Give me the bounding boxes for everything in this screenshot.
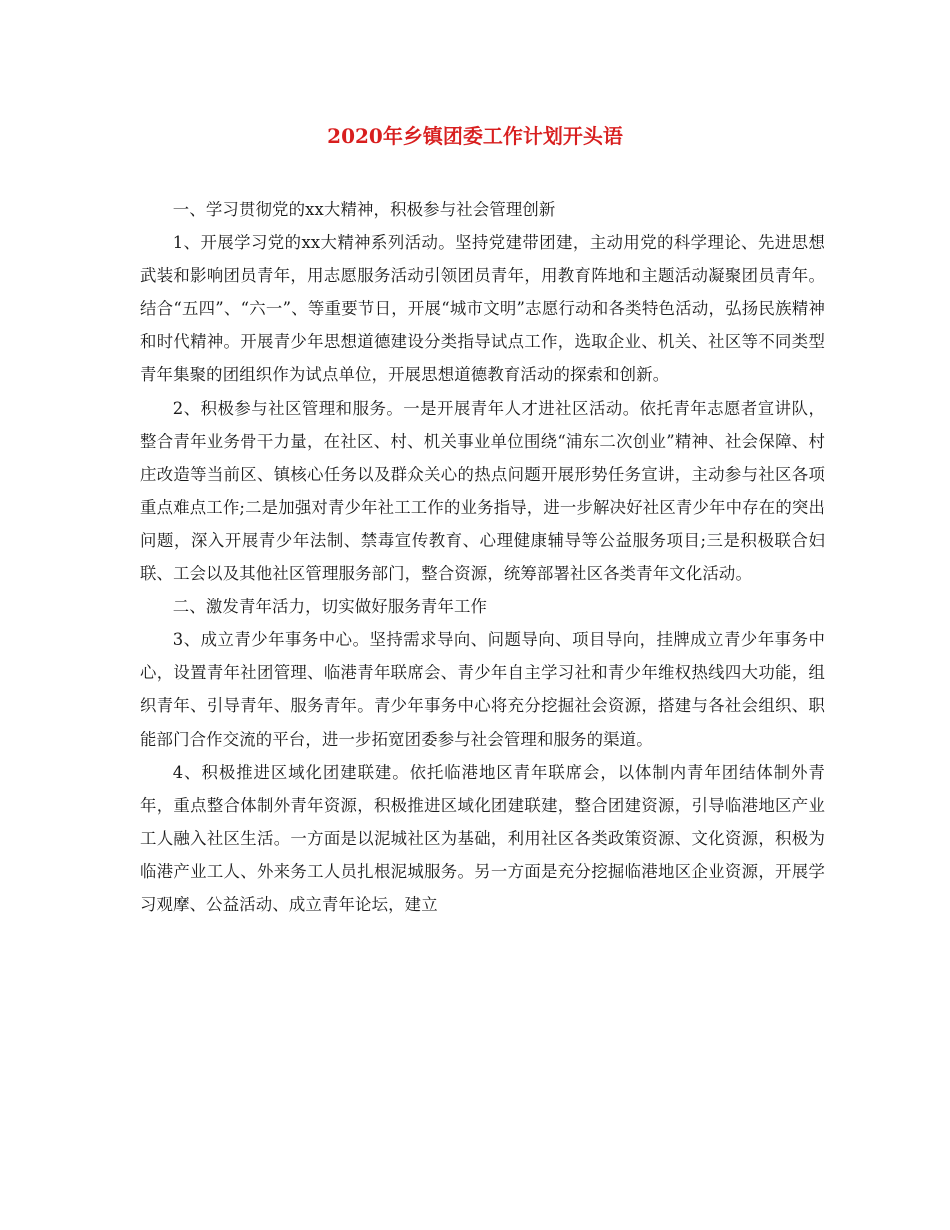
paragraph-2: 2、积极参与社区管理和服务。一是开展青年人才进社区活动。依托青年志愿者宣讲队，整合青年业务骨干力量，在社区、村、机关事业单位围绕“浦东二次创业”精神、社会保障、村庄改造等当前区、镇核心任务以及群众关心的热点问题开展形势任务宣讲，主动参与社区各项重点难点工作;二是加强对青少年社工工作的业务指导，进一步解决好社区青少年中存在的突出问题，深入开展青少年法制、禁毒宣传教育、心理健康辅导等公益服务项目;三是积极联合妇联、工会以及其他社区管理服务部门，整合资源，统筹部署社区各类青年文化活动。 — [140, 398, 825, 584]
section-heading-2: 二、激发青年活力，切实做好服务青年工作 — [172, 597, 488, 617]
section-heading-1: 一、学习贯彻党的xx大精神，积极参与社会管理创新 — [172, 200, 556, 219]
document-body — [140, 193, 825, 921]
paragraph-4: 4、积极推进区域化团建联建。依托临港地区青年联席会，以体制内青年团结体制外青年，重点整合体制外青年资源，积极推进区域化团建联建，整合团建资源，引导临港地区产业工人融入社区生活。一方面是以泥城社区为基础，利用社区各类政策资源、文化资源，积极为临港产业工人、外来务工人员扎根泥城服务。另一方面是充分挖掘临港地区企业资源，开展学习观摩、公益活动、成立青年论坛，建立 — [140, 762, 825, 914]
document-title: 2020年乡镇团委工作计划开头语 — [327, 124, 623, 148]
paragraph-1: 1、开展学习党的xx大精神系列活动。坚持党建带团建，主动用党的科学理论、先进思想武装和影响团员青年，用志愿服务活动引领团员青年，用教育阵地和主题活动凝聚团员青年。结合“五四”、“六一”、等重要节日，开展“城市文明”志愿行动和各类特色活动，弘扬民族精神和时代精神。开展青少年思想道德建设分类指导试点工作，选取企业、机关、社区等不同类型青年集聚的团组织作为试点单位，开展思想道德教育活动的探索和创新。 — [140, 233, 825, 385]
paragraph-3: 3、成立青少年事务中心。坚持需求导向、问题导向、项目导向，挂牌成立青少年事务中心，设置青年社团管理、临港青年联席会、青少年自主学习社和青少年维权热线四大功能，组织青年、引导青年、服务青年。青少年事务中心将充分挖掘社会资源，搭建与各社会组织、职能部门合作交流的平台，进一步拓宽团委参与社会管理和服务的渠道。 — [140, 630, 825, 749]
